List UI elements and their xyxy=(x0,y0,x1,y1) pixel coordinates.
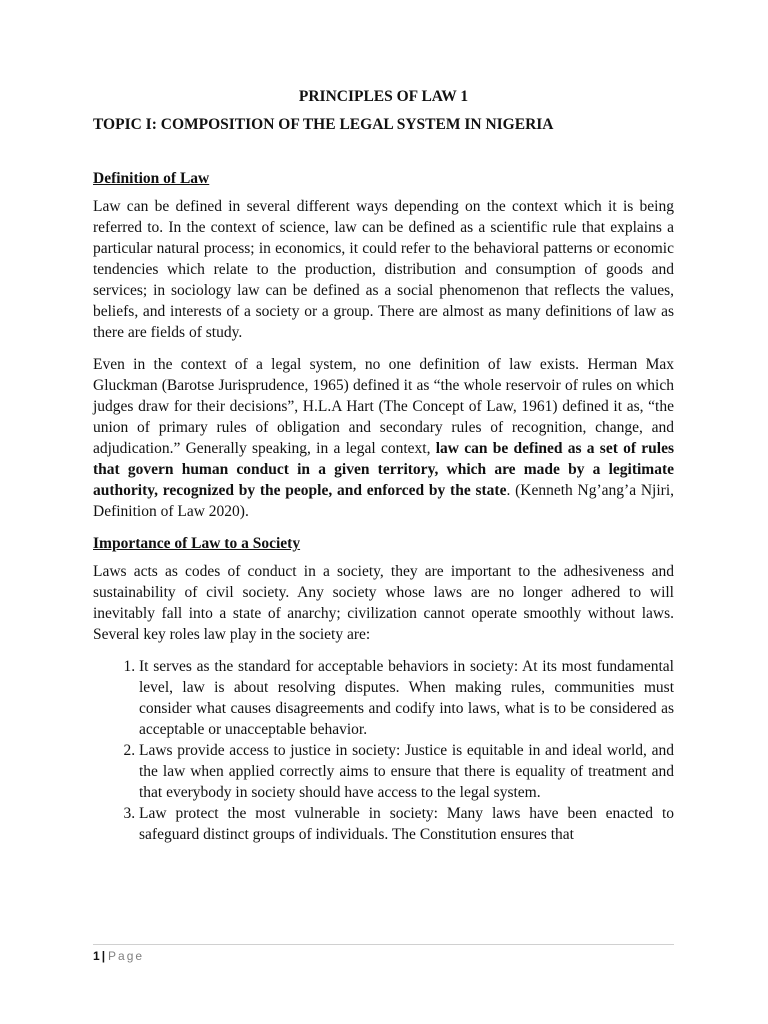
page-number: 1 xyxy=(93,949,100,963)
document-title: PRINCIPLES OF LAW 1 xyxy=(298,88,469,105)
definition-paragraph-2 xyxy=(93,354,674,522)
page-content xyxy=(93,86,674,845)
importance-paragraph-1: Laws acts as codes of conduct in a society, they are important to the adhesiveness and sustainability of civil society. Any society whose laws are no longer adhered to will inevitably fall into a state of anarchy; civilization cannot operate smoothly without laws. Several key roles law play in the society are: xyxy=(93,563,674,643)
definition-paragraph-2-text: Even in the context of a legal system, no one definition of law exists. Herman Max Gluckman (Barotse Jurisprudence, 1965) defined it as “the whole reservoir of rules on which judges draw for their decisions”, H.L.A Hart (The Concept of Law, 1961) defined it as, “the union of primary rules of obligation and secondary rules of recognition, change, and adjudication.” Generally speaking, in a legal context, xyxy=(93,356,674,457)
definition-paragraph-1: Law can be defined in several different ways depending on the context which it is being referred to. In the context of science, law can be defined as a scientific rule that explains a particular natural process; in economics, it could refer to the behavioral patterns or economic tendencies which relate to the production, distribution and consumption of goods and services; in sociology law can be defined as a social phenomenon that reflects the values, beliefs, and interests of a society or a group. There are almost as many definitions of law as there are fields of study. xyxy=(93,198,674,341)
section-heading-definition: Definition of Law xyxy=(93,170,210,187)
section-heading-importance: Importance of Law to a Society xyxy=(93,535,301,552)
list-item: 2. Laws provide access to justice in society: Justice is equitable in and ideal world, and the law when applied correctly aims to ensure that there is equality of treatment and that everybody in society should have access to the legal system. xyxy=(139,740,674,803)
definition-paragraph-2-citation: . (Kenneth Ng’ang’a Njiri, Definition of Law 2020). xyxy=(93,482,674,520)
page-footer xyxy=(93,948,144,964)
definition-paragraph-2-bold: law can be defined as a set of rules that govern human conduct in a given territory, which are made by a legitimate authority, recognized by the people, and enforced by the state xyxy=(93,440,674,499)
footer-divider xyxy=(93,944,674,945)
list-item: 1. It serves as the standard for acceptable behaviors in society: At its most fundamental level, law is about resolving disputes. When making rules, communities must consider what causes disagreements and codify into laws, what is to be considered as acceptable or unacceptable behavior. xyxy=(139,656,674,740)
footer-separator: | xyxy=(101,949,106,963)
list-item: 3. Law protect the most vulnerable in society: Many laws have been enacted to safeguard distinct groups of individuals. The Constitution ensures that xyxy=(139,803,674,845)
topic-heading: TOPIC I: COMPOSITION OF THE LEGAL SYSTEM IN NIGERIA xyxy=(93,116,554,133)
page-label: Page xyxy=(108,949,145,963)
roles-list xyxy=(93,656,674,845)
